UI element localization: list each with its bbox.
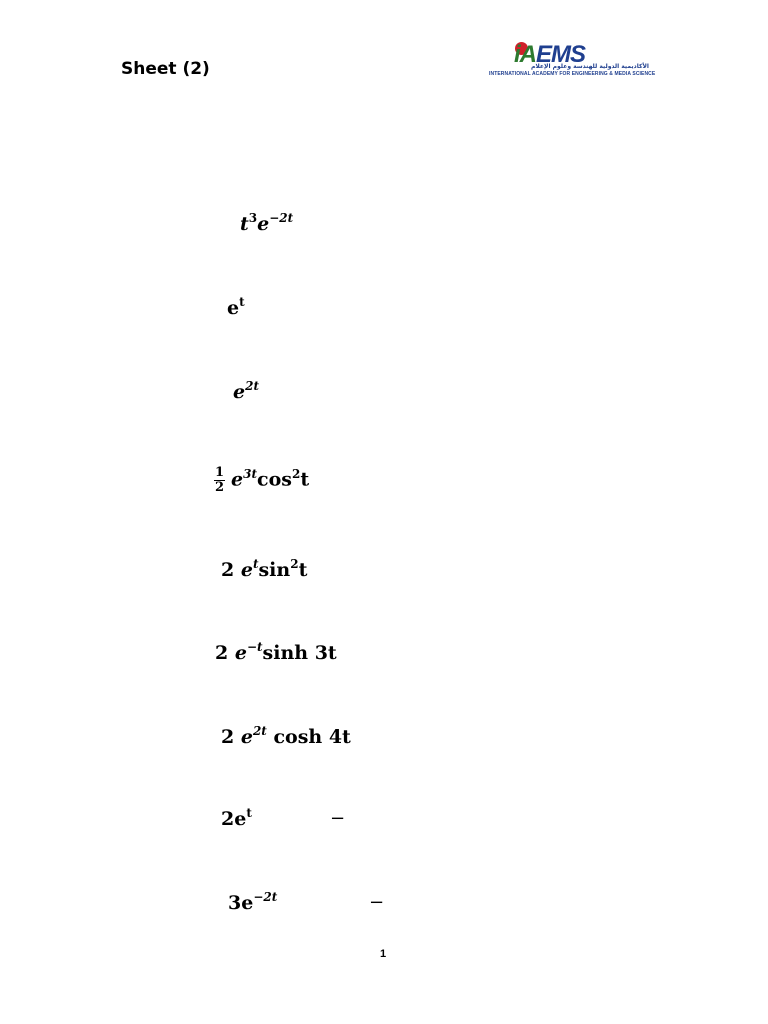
expression-9: $3e^{-2t}$ bbox=[228, 890, 278, 914]
expression-7: 2 $e^{2t}$ cosh 4t bbox=[221, 724, 351, 748]
iaems-logo bbox=[488, 41, 656, 78]
expression-6: 2 $e^{-t}\sinh$ 3t bbox=[215, 640, 337, 664]
expression-3: $e^{2t}$ bbox=[233, 379, 259, 403]
expression-1: $t^3e^{-2t}$ bbox=[240, 211, 294, 235]
sheet-title: Sheet (2) bbox=[121, 59, 210, 79]
expression-8: $2e^t$ bbox=[221, 806, 252, 830]
minus-sign-8: − bbox=[330, 808, 346, 829]
minus-sign-9: − bbox=[369, 892, 385, 913]
page-number: 1 bbox=[380, 948, 387, 960]
logo-english-text: INTERNATIONAL ACADEMY FOR ENGINEERING & MEDIA SCIENCE bbox=[489, 71, 656, 77]
logo-arabic-text: الأكاديمية الدولية للهندسة وعلوم الإعلام bbox=[530, 63, 649, 70]
fraction: $\frac{1}{2}$ bbox=[215, 465, 225, 495]
expression-5: 2 $e^t\sin^2t$ bbox=[221, 557, 308, 581]
expression-2: $e^t$ bbox=[227, 295, 245, 319]
logo-wordmark: iAEMS bbox=[514, 41, 586, 68]
expression-4: $\frac{1}{2}$ $e^{3t}\cos^2t$ bbox=[215, 465, 310, 495]
